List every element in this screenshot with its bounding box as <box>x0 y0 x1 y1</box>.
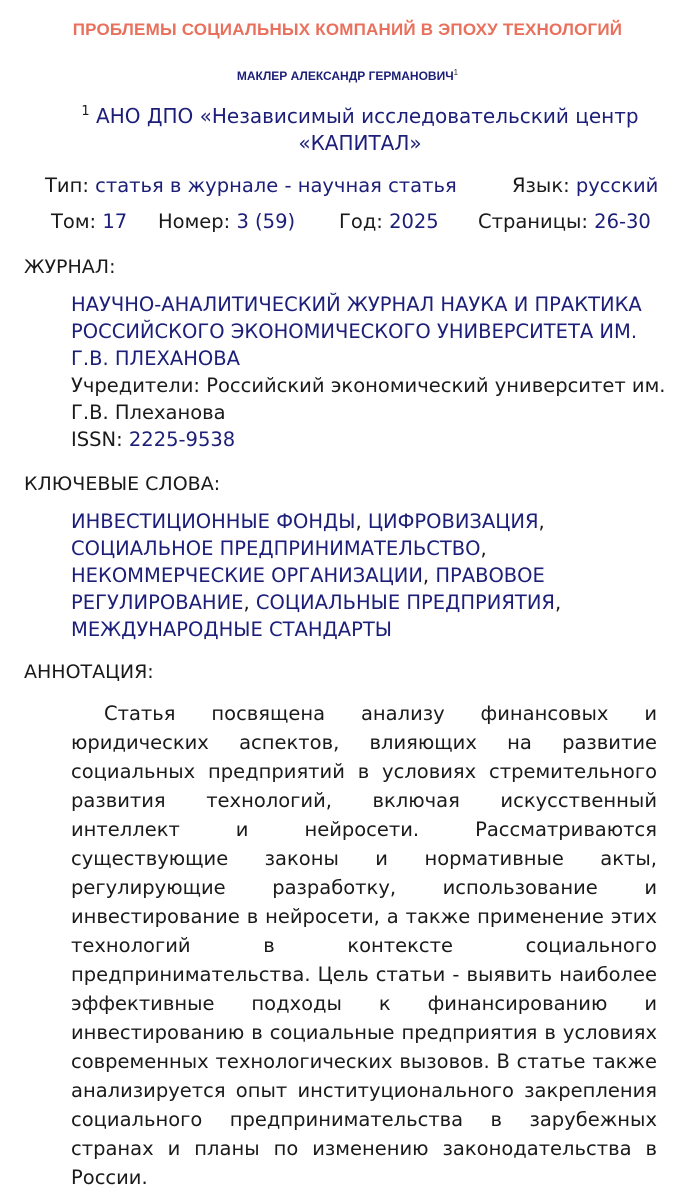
type-value: статья в журнале - научная статья <box>95 174 457 197</box>
year-value: 2025 <box>389 210 439 233</box>
abstract-heading: АННОТАЦИЯ: <box>24 661 154 683</box>
journal-founders <box>71 372 671 426</box>
affiliation-mark: 1 <box>81 104 90 119</box>
founders-label: Учредители: <box>71 374 200 397</box>
language-value: русский <box>575 174 659 197</box>
keyword-link[interactable]: МЕЖДУНАРОДНЫЕ СТАНДАРТЫ <box>71 618 392 641</box>
number-label: Номер: <box>158 210 231 233</box>
keyword-link[interactable]: СОЦИАЛЬНОЕ ПРЕДПРИНИМАТЕЛЬСТВО <box>71 537 481 560</box>
pages-value: 26-30 <box>594 210 651 233</box>
volume-value: 17 <box>102 210 128 233</box>
keywords-heading: КЛЮЧЕВЫЕ СЛОВА: <box>24 473 221 495</box>
issn-value[interactable]: 2225-9538 <box>128 428 236 451</box>
author-affiliation-mark: 1 <box>453 68 459 77</box>
author-name[interactable]: МАКЛЕР АЛЕКСАНДР ГЕРМАНОВИЧ <box>236 69 454 83</box>
founders-value: Российский экономический университет им. Г.В. Плеханова <box>71 374 666 424</box>
number-value: 3 (59) <box>236 210 296 233</box>
abstract-text: Статья посвящена анализу финансовых и юридических аспектов, влияющих на развитие социальных предприятий в условиях стремительного развития технологий, включая искусственный интеллект и нейросети. Рассматриваются существующие законы и нормативные акты, регулирующие разработку, использование и инвестирование в нейросети, а также применение этих технологий в контексте социального предпринимательства. Цель статьи - выявить наиболее эффективные подходы к финансированию и инвестированию в социальные предприятия в условиях современных технологических вызовов. В статье также анализируется опыт институционального закрепления социального предпринимательства в зарубежных странах и планы по изменению законодательства в России. <box>71 702 657 1189</box>
keyword-link[interactable]: ПРАВОВОЕ РЕГУЛИРОВАНИЕ <box>71 564 545 614</box>
journal-block <box>71 291 671 453</box>
affiliation <box>60 98 660 157</box>
journal-heading: ЖУРНАЛ: <box>24 256 116 278</box>
language-label: Язык: <box>512 174 570 197</box>
year-label: Год: <box>339 210 383 233</box>
keyword-link[interactable]: НЕКОММЕРЧЕСКИЕ ОРГАНИЗАЦИИ <box>71 564 423 587</box>
journal-issn <box>71 426 671 453</box>
article-title: ПРОБЛЕМЫ СОЦИАЛЬНЫХ КОМПАНИЙ В ЭПОХУ ТЕХНОЛОГИЙ <box>72 20 623 39</box>
journal-name[interactable]: НАУЧНО-АНАЛИТИЧЕСКИЙ ЖУРНАЛ НАУКА И ПРАКТИКА РОССИЙСКОГО ЭКОНОМИЧЕСКОГО УНИВЕРСИТЕТА ИМ. Г.В. ПЛЕХАНОВА <box>71 293 642 370</box>
pages-label: Страницы: <box>478 210 588 233</box>
type-label: Тип: <box>45 174 89 197</box>
volume-label: Том: <box>51 210 97 233</box>
keyword-link[interactable]: ИНВЕСТИЦИОННЫЕ ФОНДЫ <box>71 510 356 533</box>
issn-label: ISSN: <box>71 428 123 451</box>
keywords-list: ИНВЕСТИЦИОННЫЕ ФОНДЫ, ЦИФРОВИЗАЦИЯ, СОЦИАЛЬНОЕ ПРЕДПРИНИМАТЕЛЬСТВО, НЕКОММЕРЧЕСКИЕ ОРГАНИЗАЦИИ, ПРАВОВОЕ РЕГУЛИРОВАНИЕ, СОЦИАЛЬНЫЕ ПРЕДПРИЯТИЯ, МЕЖДУНАРОДНЫЕ СТАНДАРТЫ <box>71 510 562 641</box>
author-line <box>0 68 695 83</box>
keyword-link[interactable]: СОЦИАЛЬНЫЕ ПРЕДПРИЯТИЯ <box>255 591 555 614</box>
affiliation-name[interactable]: АНО ДПО «Независимый исследовательский центр «КАПИТАЛ» <box>96 104 639 155</box>
keyword-link[interactable]: ЦИФРОВИЗАЦИЯ <box>367 510 539 533</box>
